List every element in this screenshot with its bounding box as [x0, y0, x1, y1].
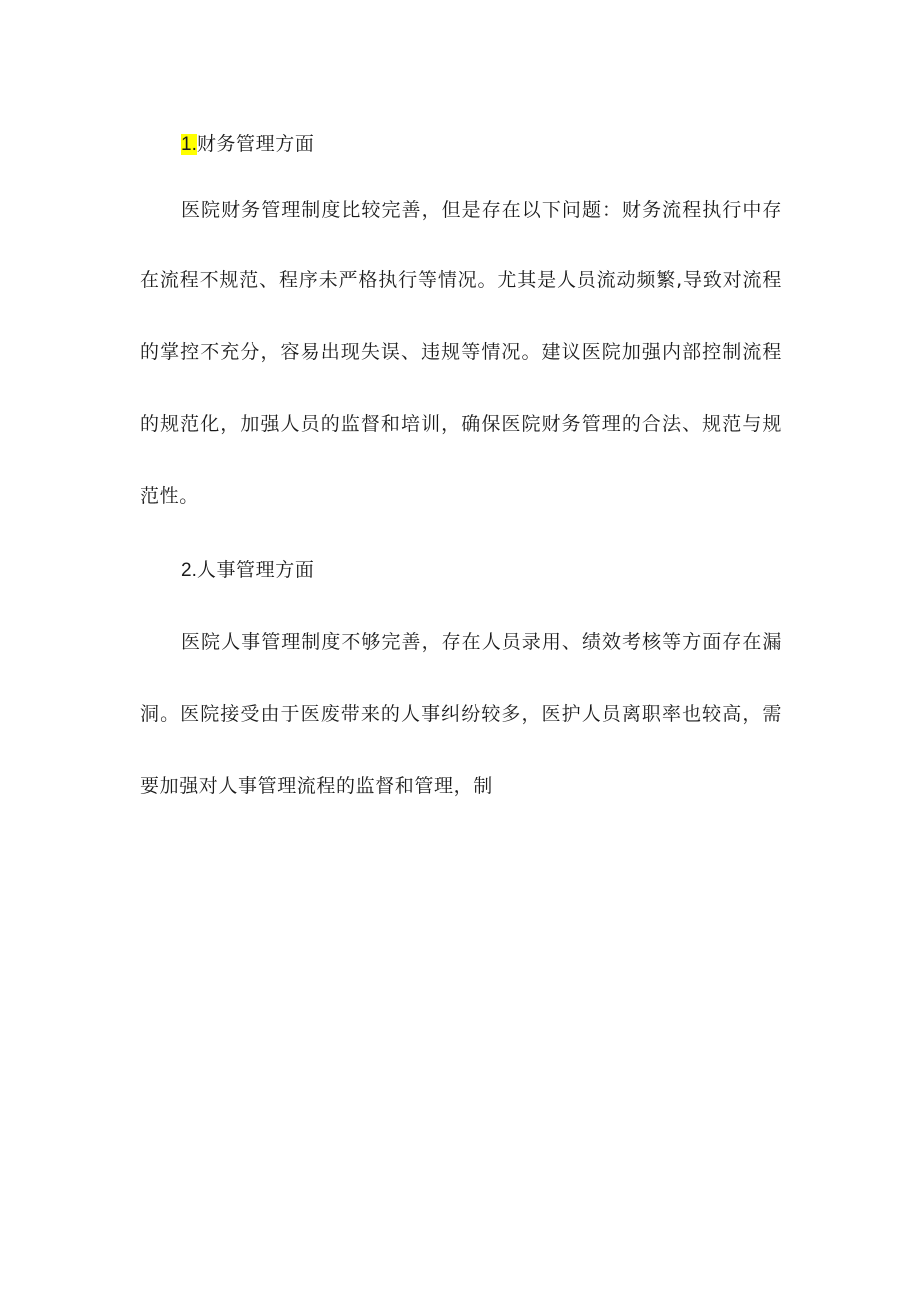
section-1-paragraph-line-3: 的掌控不充分，容易出现失误、违规等情况。建议医院加强内部控制流程 [140, 341, 782, 363]
section-2-number: 2. [181, 560, 197, 581]
section-2-paragraph-line-3: 要加强对人事管理流程的监督和管理，制 [140, 775, 493, 797]
section-1-title: 财务管理方面 [196, 133, 315, 155]
section-1-number: 1. [181, 134, 197, 155]
section-2-paragraph-line-2: 洞。医院接受由于医废带来的人事纠纷较多，医护人员离职率也较高，需 [140, 703, 782, 725]
section-1-paragraph-line-4: 的规范化，加强人员的监督和培训，确保医院财务管理的合法、规范与规 [140, 413, 782, 435]
section-1-heading [181, 130, 782, 159]
section-1-paragraph-line-1: 医院财务管理制度比较完善，但是存在以下问题：财务流程执行中存 [181, 199, 782, 221]
section-1-paragraph-line-5: 范性。 [140, 485, 199, 507]
section-2-title: 人事管理方面 [196, 559, 315, 581]
section-2-paragraph-line-1: 医院人事管理制度不够完善，存在人员录用、绩效考核等方面存在漏 [181, 631, 782, 653]
section-1-paragraph-line-2: 在流程不规范、程序未严格执行等情况。尤其是人员流动频繁,导致对流程 [140, 269, 782, 291]
section-2-heading [181, 556, 782, 585]
